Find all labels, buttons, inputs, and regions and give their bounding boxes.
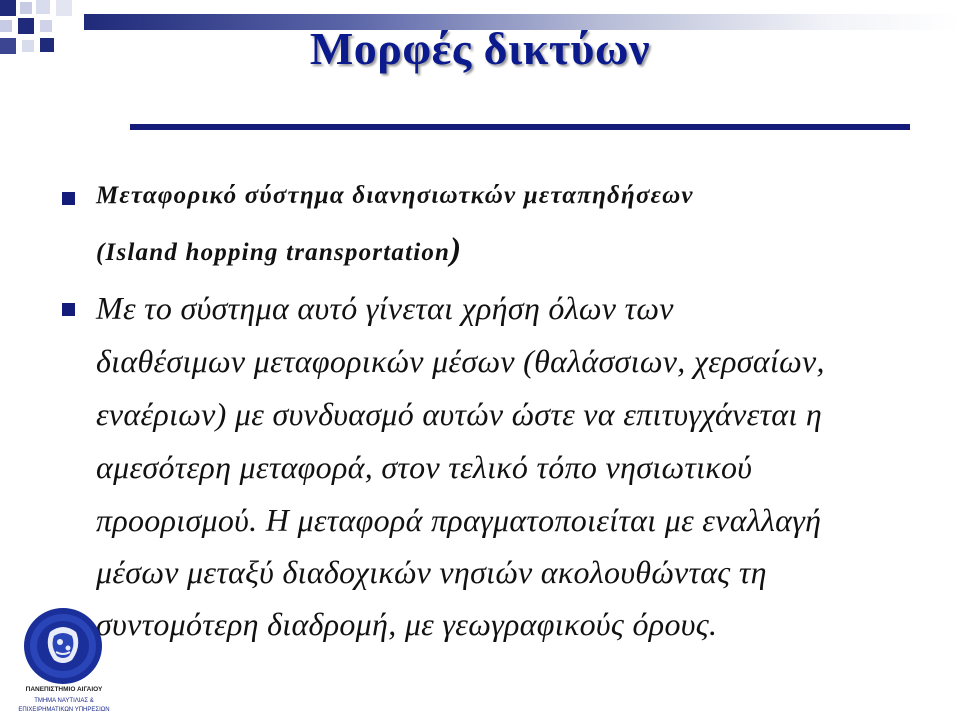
- bullet-2-line-1: Με το σύστημα αυτό γίνεται χρήση όλων των: [96, 290, 674, 326]
- bullet-2-line-5: προορισμού. Η μεταφορά πραγματοποιείται με εναλλαγή: [96, 502, 822, 538]
- bullet-2-line-4: αμεσότερη μεταφορά, στον τελικό τόπο νησιωτικού: [96, 449, 753, 485]
- university-seal-logo: [22, 606, 104, 686]
- bullet-marker-2: [62, 303, 75, 316]
- logo-university-name: ΠΑΝΕΠΙΣΤΗΜΙΟ ΑΙΓΑΙΟΥ: [25, 686, 103, 693]
- bullet-1-line-2: [96, 232, 462, 269]
- bullet-2-line-3: εναέριων) με συνδυασμό αυτών ώστε να επιτυγχάνεται η: [96, 396, 823, 432]
- bullet-1-line-1: Μεταφορικό σύστημα διανησιωτκών μεταπηδήσεων: [96, 182, 694, 209]
- bullet-1-closing-paren: ): [450, 232, 463, 268]
- bullet-marker-1: [62, 192, 75, 205]
- bullet-1-line-2-text: (Island hopping transportation: [96, 239, 451, 266]
- bullet-2-line-6: μέσων μεταξύ διαδοχικών νησιών ακολουθώντας τη: [96, 554, 767, 590]
- slide-title: Μορφές δικτύων: [309, 23, 651, 74]
- logo-department-line-2: ΕΠΙΧΕΙΡΗΜΑΤΙΚΩΝ ΥΠΗΡΕΣΙΩΝ: [18, 707, 110, 713]
- bullet-2-line-7: συντομότερη διαδρομή, με γεωγραφικούς όρους.: [96, 606, 718, 642]
- title-underline: [130, 124, 910, 130]
- bullet-2-line-2: διαθέσιμων μεταφορικών μέσων (θαλάσσιων, χερσαίων,: [96, 343, 825, 379]
- logo-department-line-1: ΤΜΗΜΑ ΝΑΥΤΙΛΙΑΣ &: [34, 698, 94, 704]
